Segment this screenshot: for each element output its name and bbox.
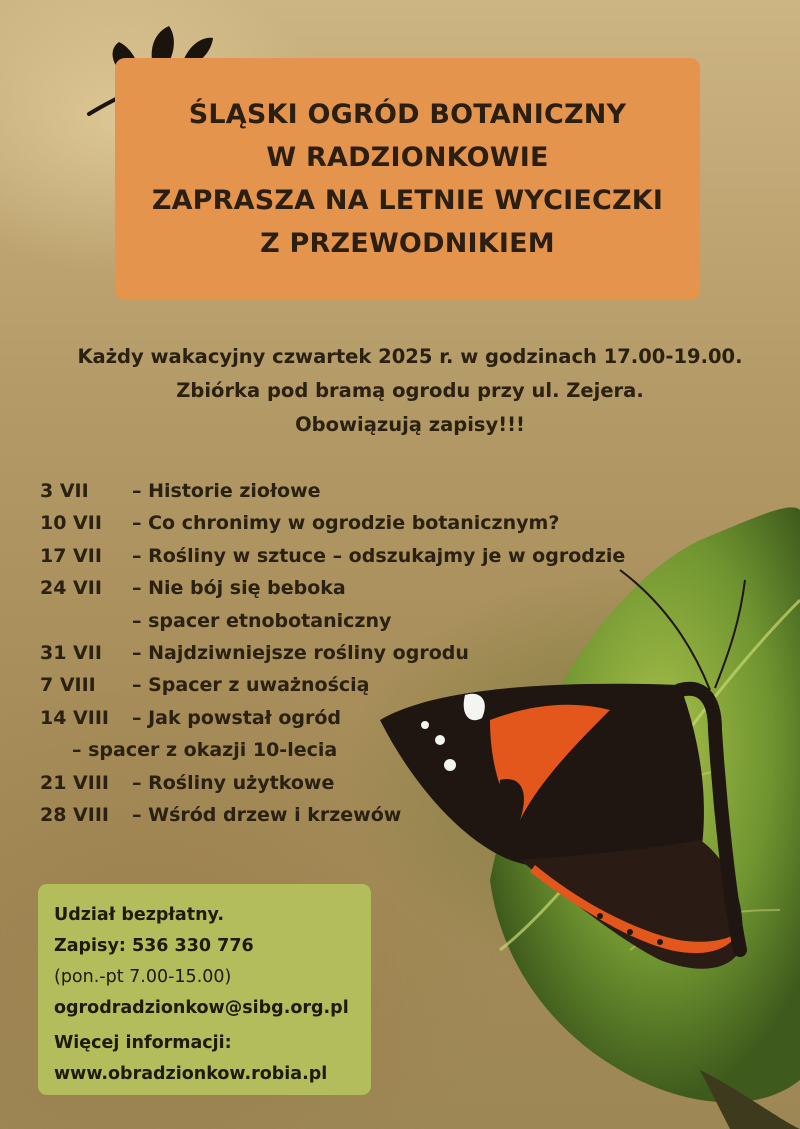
- schedule-list: [40, 475, 660, 831]
- title-line-2: W RADZIONKOWIE: [266, 142, 549, 173]
- schedule-topic: – Najdziwniejsze rośliny ogrodu: [132, 642, 469, 665]
- schedule-item-continuation: – spacer etnobotaniczny: [132, 609, 392, 632]
- email-link[interactable]: ogrodradzionkow@sibg.org.pl: [54, 998, 349, 1018]
- title-line-1: ŚLĄSKI OGRÓD BOTANICZNY: [188, 99, 627, 130]
- title-box: [115, 58, 700, 300]
- schedule-item: [40, 799, 660, 831]
- schedule-topic: – Jak powstał ogród: [132, 706, 342, 729]
- schedule-item: [40, 767, 660, 799]
- intro-text: [0, 340, 800, 442]
- schedule-date: 28 VIII: [40, 804, 109, 827]
- free-admission-text: Udział bezpłatny.: [54, 905, 225, 925]
- schedule-topic: – Nie bój się beboka: [132, 577, 346, 600]
- schedule-date: 14 VIII: [40, 706, 109, 729]
- intro-line-2: Zbiórka pod bramą ogrodu przy ul. Zejera.: [176, 379, 644, 402]
- schedule-date: 10 VII: [40, 512, 102, 535]
- schedule-item: [40, 475, 660, 507]
- website-link[interactable]: www.obradzionkow.robia.pl: [54, 1064, 328, 1084]
- info-box: [38, 884, 371, 1095]
- schedule-item: [40, 572, 660, 604]
- schedule-topic: – Rośliny użytkowe: [132, 771, 335, 794]
- schedule-date: 17 VII: [40, 544, 102, 567]
- signup-hours: (pon.-pt 7.00-15.00): [54, 967, 232, 987]
- intro-line-1: Każdy wakacyjny czwartek 2025 r. w godzinach 17.00-19.00.: [77, 345, 743, 368]
- schedule-item-continuation: – spacer z okazji 10-lecia: [72, 739, 338, 762]
- intro-line-3: Obowiązują zapisy!!!: [295, 413, 525, 436]
- title-line-4: Z PRZEWODNIKIEM: [260, 228, 555, 259]
- schedule-topic: – Spacer z uważnością: [132, 674, 370, 697]
- schedule-date: 21 VIII: [40, 771, 109, 794]
- schedule-item: [40, 637, 660, 669]
- schedule-date: 31 VII: [40, 642, 102, 665]
- title-line-3: ZAPRASZA NA LETNIE WYCIECZKI: [151, 185, 664, 216]
- schedule-item: [40, 540, 660, 572]
- schedule-item: [40, 702, 660, 734]
- schedule-item: [40, 669, 660, 701]
- schedule-date: 24 VII: [40, 577, 102, 600]
- schedule-topic: – Wśród drzew i krzewów: [132, 804, 402, 827]
- more-info-label: Więcej informacji:: [54, 1033, 232, 1053]
- schedule-item: [40, 507, 660, 539]
- schedule-topic: – Historie ziołowe: [132, 480, 321, 502]
- schedule-date: 7 VIII: [40, 674, 96, 697]
- schedule-date: 3 VII: [40, 480, 89, 502]
- schedule-topic: – Co chronimy w ogrodzie botanicznym?: [132, 512, 560, 535]
- schedule-topic: – Rośliny w sztuce – odszukajmy je w ogrodzie: [132, 544, 626, 567]
- signup-phone: Zapisy: 536 330 776: [54, 936, 254, 956]
